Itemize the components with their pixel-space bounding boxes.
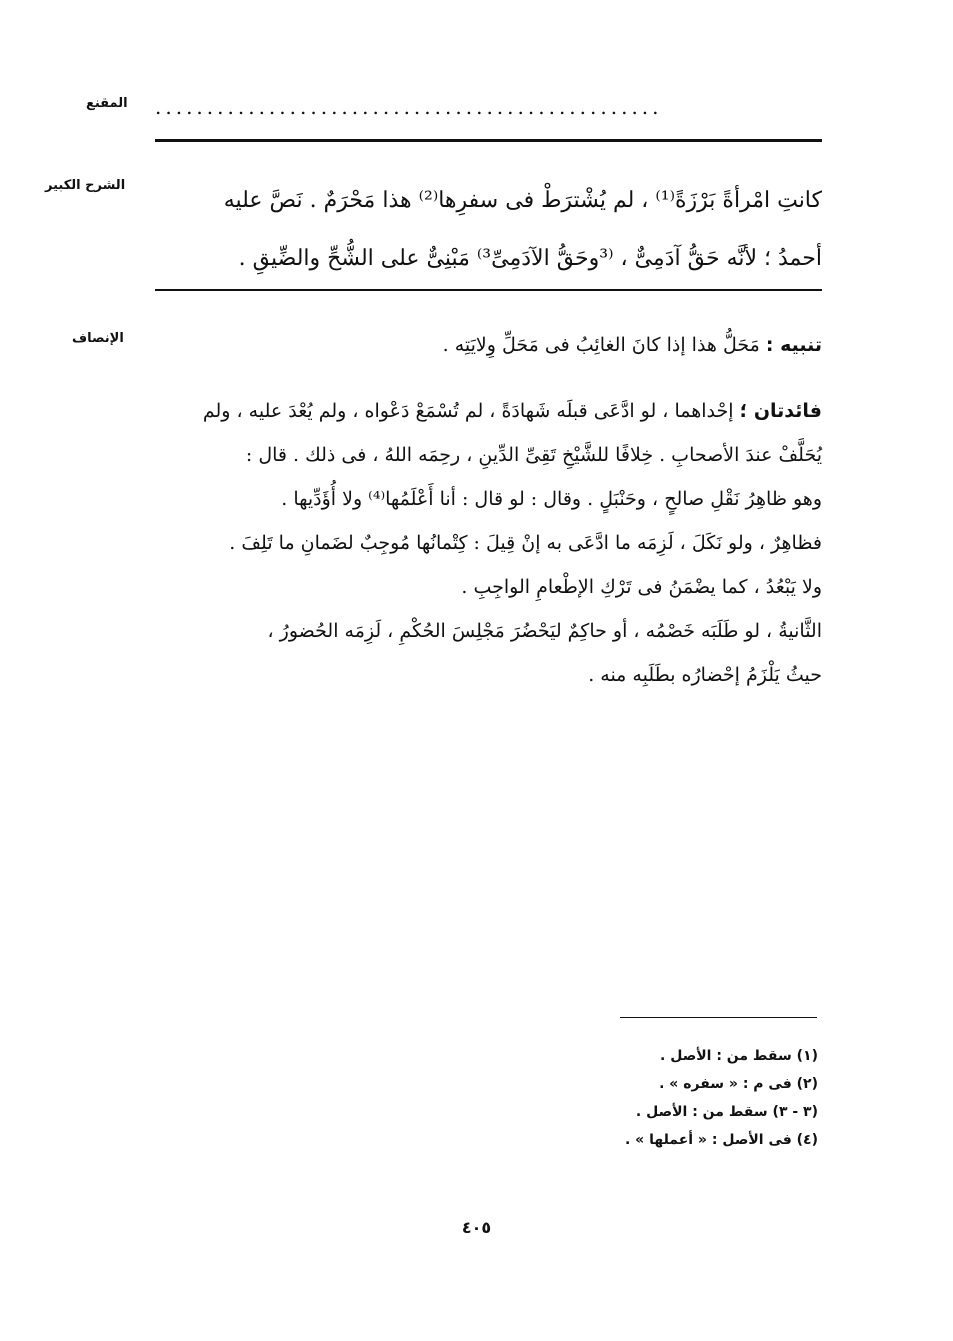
sharh-line: كانتِ امْرأةً بَرْزَةً⁽¹⁾ ، لم يُشْترَطْ فى سفرِها⁽²⁾ هذا مَحْرَمٌ . نَصَّ عليه	[223, 188, 822, 213]
faida-line: ولا يَبْعُدُ ، كما يضْمَنُ فى تَرْكِ الإطْعامِ الواجِبِ .	[461, 576, 822, 598]
tanbih-label: تنبيه :	[765, 334, 822, 356]
insaf-label: الإنصاف	[72, 331, 124, 346]
matn-placeholder-dots: .................................................	[155, 95, 663, 119]
faida-label: فائدتان ؛	[739, 400, 822, 422]
footnote: (٣ - ٣) سقط من : الأصل .	[635, 1104, 818, 1120]
tanbih-paragraph	[150, 323, 822, 367]
paragraph-gap	[150, 367, 822, 389]
header-rule	[155, 139, 822, 142]
footnote: (٤) فى الأصل : « أعملها » .	[624, 1132, 818, 1148]
faida-text: إحْداهما ، لو ادَّعَى قبلَه شَهادَةً ، لم تُسْمَعْ دَعْواه ، ولم يُعْدَ عليه ، ولم	[202, 400, 734, 422]
matn-label: المقنع	[86, 96, 128, 111]
thania-line: الثَّانيةُ ، لو طَلَبَه خَصْمُه ، أو حاكِمٌ ليَحْضُرَ مَجْلِسَ الحُكْمِ ، لَزِمَه الحُضورُ ،	[267, 620, 822, 642]
faida-line	[150, 389, 822, 433]
sharh-line: أحمدُ ؛ لأنَّه حَقُّ آدَمِىٌّ ، ⁽³وحَقُّ الآدَمِىِّ³⁾ مَبْنِىٌّ على الشُّحِّ والضِّيقِ .	[238, 246, 822, 271]
faida-line: يُحَلَّفْ عندَ الأصحابِ . خِلافًا للشَّيْخِ تَقِىِّ الدِّينِ ، رحِمَه اللهُ ، فى ذلك . قال :	[245, 444, 822, 466]
footnotes	[625, 1042, 818, 1154]
faida-line: وهو ظاهِرُ نَقْلِ صالحٍ ، وحَنْبَلٍ . وقال : لو قال : أنا أَعْلَمُها⁽⁴⁾ ولا أُؤَدِّيها .	[281, 488, 822, 510]
sharh-label: الشرح الكبير	[45, 178, 126, 193]
footnote: (١) سقط من : الأصل .	[660, 1048, 818, 1064]
faida-line: فظاهِرٌ ، ولو نَكَلَ ، لَزِمَه ما ادَّعَى به إنْ قِيلَ : كِتْمانُها مُوجِبٌ لضَمانِ ما تَلِفَ .	[229, 532, 822, 554]
page-number: ٤٠٥	[461, 1218, 492, 1237]
thania-line: حيثُ يَلْزَمُ إحْضارُه بطَلَبِه منه .	[588, 664, 822, 686]
footnote-rule	[620, 1017, 817, 1018]
sharh-rule	[155, 289, 822, 291]
sharh-text	[150, 172, 822, 288]
tanbih-text: مَحَلُّ هذا إذا كانَ الغائِبُ فى مَحَلِّ وِلايَتِه .	[442, 334, 760, 356]
insaf-text	[150, 323, 822, 697]
footnote: (٢) فى م : « سفره » .	[659, 1076, 818, 1092]
